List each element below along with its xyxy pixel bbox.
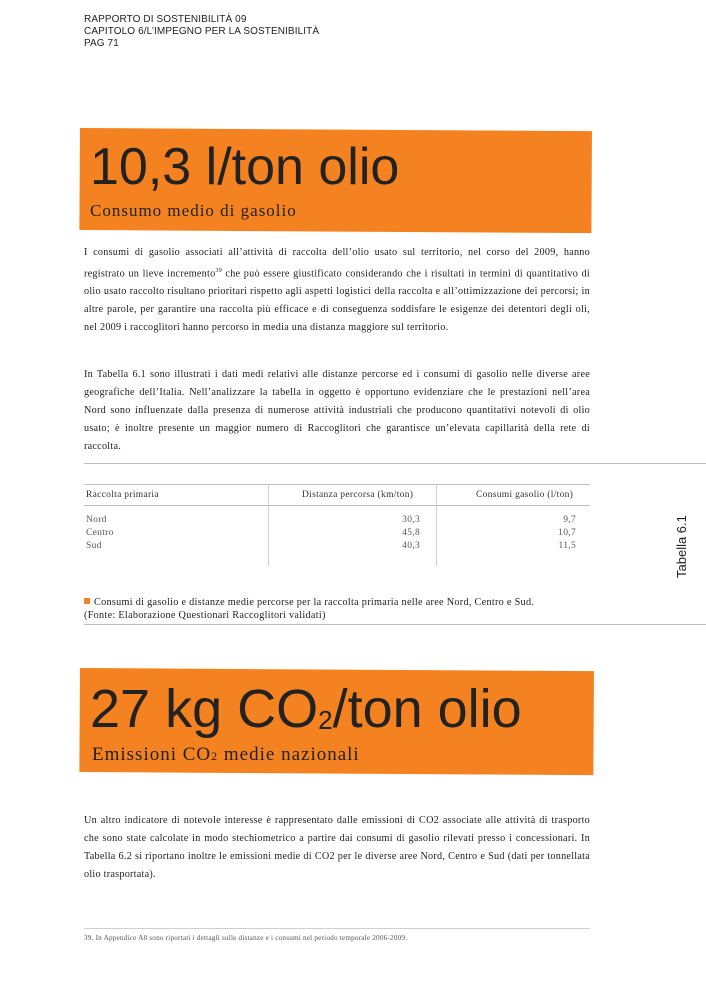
- paragraph-text: che può essere giustificato considerando che i risultati in termini di quantitativo di olio usato raccolto risultano prioritari rispetto agli aspetti logistici della raccolta e all’ottimizzazione dei percorsi; in altre parole, per garantire una raccolta più efficace e di conseguenza soddisfare le esigenze dei detentori degli oli, nel 2009 i raccoglitori hanno percorso in media una distanza maggiore sul territorio.: [84, 268, 590, 334]
- headline-diesel: 10,3 l/ton olio: [90, 138, 400, 196]
- footnote-39: 39. In Appendice A8 sono riportati i dettagli sulle distanze e i consumi nel periodo temporale 2006-2009.: [84, 934, 408, 942]
- subtitle-text: Emissioni CO: [92, 744, 212, 765]
- headline-co2: [90, 679, 522, 739]
- table-cell-area: Sud: [86, 541, 102, 551]
- report-title: RAPPORTO DI SOSTENIBILITÀ 09: [84, 14, 247, 25]
- section-divider: [84, 624, 706, 625]
- subtitle-text: medie nazionali: [218, 744, 360, 765]
- table-header-distance: Distanza percorsa (km/ton): [302, 490, 414, 500]
- table-header-row: [84, 490, 590, 504]
- column-divider: [268, 506, 269, 566]
- caption-text: Consumi di gasolio e distanze medie percorse per la raccolta primaria nelle aree Nord, Centro e Sud.: [94, 597, 535, 608]
- table-cell-distance: 40,3: [402, 541, 420, 551]
- paragraph-text: I consumi di gasolio associati all’attività di raccolta dell’olio usato sul territorio, nel corso del 2009, hanno registrato un lieve incremento: [84, 247, 590, 280]
- paragraph-diesel-consumption: [84, 244, 590, 337]
- subtitle-co2: [92, 744, 360, 766]
- footnote-ref[interactable]: 39: [215, 268, 222, 274]
- table-cell-area: Centro: [86, 528, 114, 538]
- column-divider: [436, 506, 437, 566]
- column-divider: [436, 484, 437, 504]
- section-divider: [84, 463, 706, 464]
- caption-source: (Fonte: Elaborazione Questionari Raccoglitori validati): [84, 610, 326, 621]
- table-cell-consumption: 11,5: [558, 541, 576, 551]
- table-cell-distance: 45,8: [402, 528, 420, 538]
- subtitle-subscript: 2: [211, 749, 219, 763]
- caption-marker-icon: [84, 598, 90, 604]
- chapter-title: CAPITOLO 6/L’IMPEGNO PER LA SOSTENIBILITÀ: [84, 26, 320, 37]
- headline-text: 27 kg CO: [90, 679, 319, 739]
- page-header: [84, 14, 319, 50]
- subtitle-diesel: Consumo medio di gasolio: [90, 201, 297, 220]
- headline-subscript: 2: [318, 705, 333, 735]
- headline-text: /ton olio: [332, 679, 522, 739]
- paragraph-table-intro: In Tabella 6.1 sono illustrati i dati medi relativi alle distanze percorse ed i consumi di gasolio nelle diverse aree geografiche dell’Italia. Nell’analizzare la tabella in oggetto è opportuno evidenziare che le prestazioni nell’area Nord sono influenzate dalla presenza di numerose attività industriali che producono quantitativi notevoli di olio usato; è inoltre presente un maggior numero di Raccoglitori che garantisce un’elevata capillarità della rete di raccolta.: [84, 369, 590, 452]
- table-caption: [84, 596, 594, 622]
- paragraph-co2-emissions: Un altro indicatore di notevole interesse è rappresentato dalle emissioni di CO2 associate alle attività di trasporto che sono state calcolate in modo stechiometrico a partire dai consumi di gasolio rilevati presso i concessionari. In Tabella 6.2 si riportano inoltre le emissioni medie di CO2 per le diverse aree Nord, Centro e Sud (dati per tonnellata olio trasportata).: [84, 815, 590, 880]
- table-header-area: Raccolta primaria: [86, 490, 159, 500]
- table-cell-consumption: 9,7: [563, 515, 576, 525]
- table-top-rule: [84, 484, 590, 485]
- table-cell-area: Nord: [86, 515, 107, 525]
- table-cell-distance: 30,3: [402, 515, 420, 525]
- column-divider: [268, 484, 269, 504]
- table-header-consumption: Consumi gasolio (l/ton): [476, 490, 574, 500]
- page-number: PAG 71: [84, 38, 119, 49]
- table-header-rule: [84, 505, 590, 506]
- footnote-rule: [84, 928, 590, 929]
- table-side-label: Tabella 6.1: [674, 515, 689, 578]
- table-cell-consumption: 10,7: [558, 528, 576, 538]
